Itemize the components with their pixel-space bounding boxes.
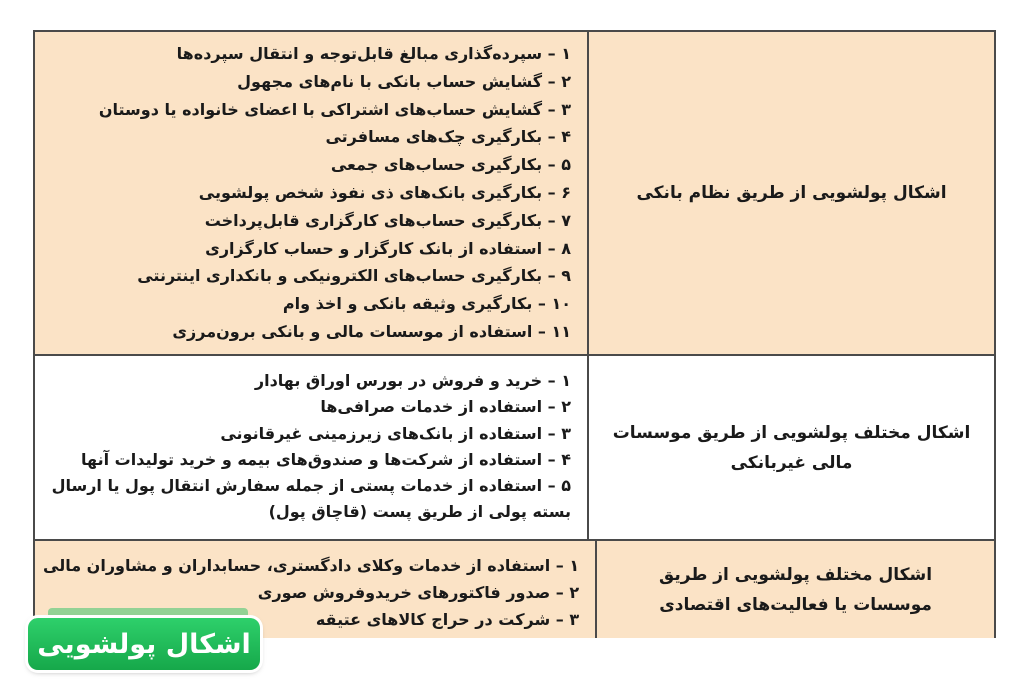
list-item: ۷ – بکارگیری حساب‌های کارگزاری قابل‌پرداخت bbox=[204, 210, 571, 230]
list-item: ۲ – استفاده از خدمات صرافی‌ها bbox=[320, 397, 571, 417]
list-item: ۱ – استفاده از خدمات وکلای دادگستری، حسابداران و مشاوران مالی bbox=[43, 556, 580, 575]
table-row bbox=[35, 32, 994, 354]
list-item: ۸ – استفاده از بانک کارگزار و حساب کارگزاری bbox=[205, 238, 571, 258]
money-laundering-table bbox=[33, 30, 996, 638]
row-heading-text: اشکال پولشویی از طریق نظام بانکی bbox=[636, 183, 947, 203]
list-item: ۱ – خرید و فروش در بورس اوراق بهادار bbox=[254, 371, 571, 390]
list-item: ۳ – شرکت در حراج کالاهای عتیقه bbox=[315, 610, 580, 629]
list-item: ۱ – سپرده‌گذاری مبالغ قابل‌توجه و انتقال سپرده‌ها bbox=[176, 44, 571, 63]
table-row bbox=[35, 354, 994, 539]
row-heading-text: اشکال مختلف پولشویی از طریق موسسات یا فعالیت‌های اقتصادی bbox=[659, 564, 933, 615]
list-item: ۶ – بکارگیری بانک‌های ذی نفوذ شخص پولشویی bbox=[198, 182, 571, 202]
list-item: ۱۱ – استفاده از موسسات مالی و بانکی برون‌مرزی bbox=[172, 321, 571, 341]
list-item: ۳ – استفاده از بانک‌های زیرزمینی غیرقانونی bbox=[220, 423, 571, 443]
list-item: ۴ – استفاده از شرکت‌ها و صندوق‌های بیمه و خرید تولیدات آنها bbox=[81, 449, 571, 469]
row-heading bbox=[595, 541, 994, 638]
row-heading bbox=[587, 356, 994, 539]
list-item: ۲ – گشایش حساب بانکی با نام‌های مجهول bbox=[237, 71, 571, 91]
list-item: ۵ – بکارگیری حساب‌های جمعی bbox=[330, 155, 571, 175]
list-item: ۹ – بکارگیری حساب‌های الکترونیکی و بانکداری اینترنتی bbox=[137, 266, 571, 286]
list-item: ۳ – گشایش حساب‌های اشتراکی با اعضای خانواده یا دوستان bbox=[98, 99, 571, 119]
row-heading bbox=[587, 32, 994, 354]
list-item: ۱۰ – بکارگیری وثیقه بانکی و اخذ وام bbox=[282, 294, 571, 314]
row-items bbox=[35, 356, 587, 539]
title-badge-label: اشکال پولشویی bbox=[37, 628, 251, 660]
list-item: ۲ – صدور فاکتورهای خریدوفروش صوری bbox=[257, 583, 580, 602]
list-item: ۴ – بکارگیری چک‌های مسافرتی bbox=[325, 127, 571, 147]
list-item: ۵ – استفاده از خدمات پستی از جمله سفارش انتقال پول یا ارسال بسته پولی از طریق پست (قاچاق پول) bbox=[51, 476, 571, 522]
row-items bbox=[35, 32, 587, 354]
title-badge bbox=[28, 618, 260, 670]
row-heading-text: اشکال مختلف پولشویی از طریق موسسات مالی غیربانکی bbox=[612, 422, 971, 473]
